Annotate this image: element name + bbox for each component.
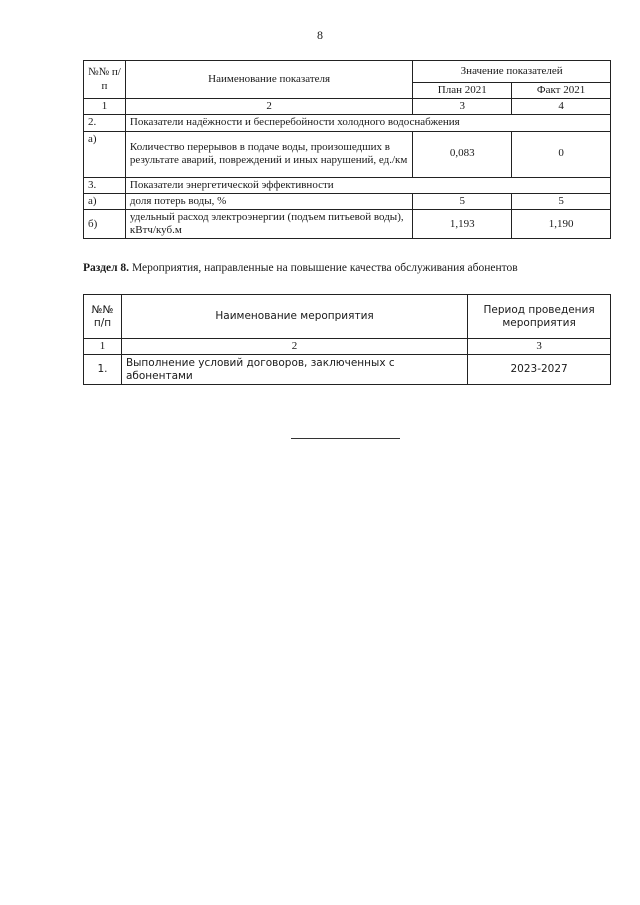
header-num: №№ п/п: [84, 61, 126, 99]
row-name: Выполнение условий договоров, заключенных с абонентами: [121, 355, 467, 385]
section-title: Показатели энергетической эффективности: [125, 177, 610, 193]
section-title: Показатели надёжности и бесперебойности холодного водоснабжения: [125, 115, 610, 131]
row-name: удельный расход электроэнергии (подъем питьевой воды), кВтч/куб.м: [125, 209, 412, 238]
section-8-heading: [83, 262, 518, 274]
header-period: Период проведения мероприятия: [468, 295, 611, 339]
row-num: а): [84, 193, 126, 209]
row-name: Количество перерывов в подаче воды, произошедших в результате аварий, повреждений и иных нарушений, ед./км: [125, 131, 412, 177]
column-number: 1: [84, 99, 126, 115]
page-number: 8: [317, 28, 323, 42]
indicators-table: [83, 60, 611, 239]
table-row: [84, 355, 611, 385]
row-fact: 0: [512, 131, 611, 177]
row-num: 3.: [84, 177, 126, 193]
row-plan: 1,193: [413, 209, 512, 238]
header-name: Наименование показателя: [125, 61, 412, 99]
row-plan: 0,083: [413, 131, 512, 177]
column-numbers-row: [84, 99, 611, 115]
column-number: 4: [512, 99, 611, 115]
end-divider-line: [291, 438, 400, 439]
row-plan: 5: [413, 193, 512, 209]
row-name: доля потерь воды, %: [125, 193, 412, 209]
table-row: [84, 193, 611, 209]
row-num: б): [84, 209, 126, 238]
column-numbers-row: [84, 339, 611, 355]
row-period: 2023-2027: [468, 355, 611, 385]
table-row: [84, 209, 611, 238]
section-8-label: Раздел 8.: [83, 262, 130, 274]
section-8-title: Мероприятия, направленные на повышение качества обслуживания абонентов: [129, 262, 518, 274]
row-num: 2.: [84, 115, 126, 131]
header-plan: План 2021: [413, 83, 512, 99]
table-row: [84, 177, 611, 193]
row-num: а): [84, 131, 126, 177]
table-row: [84, 131, 611, 177]
header-num: №№ п/п: [84, 295, 122, 339]
column-number: 2: [121, 339, 467, 355]
column-number: 3: [468, 339, 611, 355]
header-values-group: Значение показателей: [413, 61, 611, 83]
column-number: 3: [413, 99, 512, 115]
column-number: 2: [125, 99, 412, 115]
header-name: Наименование мероприятия: [121, 295, 467, 339]
row-num: 1.: [84, 355, 122, 385]
row-fact: 1,190: [512, 209, 611, 238]
row-fact: 5: [512, 193, 611, 209]
header-fact: Факт 2021: [512, 83, 611, 99]
measures-table: [83, 294, 611, 385]
column-number: 1: [84, 339, 122, 355]
table-row: [84, 115, 611, 131]
